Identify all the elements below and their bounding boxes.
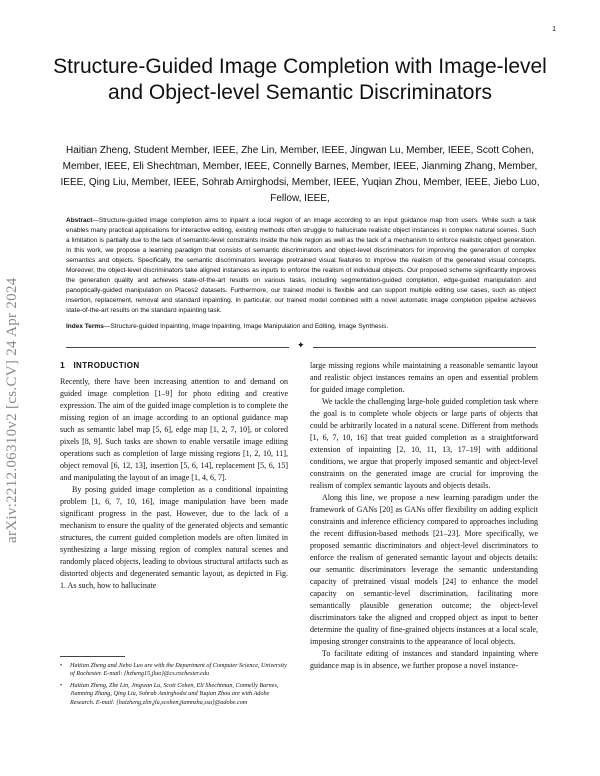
section-heading (60, 360, 140, 370)
footnote (60, 662, 288, 679)
left-column (60, 376, 288, 592)
footnotes (60, 662, 288, 710)
footnote-text: Haitian Zheng, Zhe Lin, Jingwan Lu, Scott Cohen, Eli Shechtman, Connelly Barnes, Jianming Zhang, Qing Liu, Sohrab Amirghodsi and Yuqian Zhou are with Adobe Research. E-mail: {haizheng,zlin,jlu,scohen,jianmzha,ssa}@adobe.com (70, 681, 279, 706)
paragraph: Along this line, we propose a new learning paradigm under the framework of GANs [20] as GANs offer flexibility on adding explicit constraints and inference efficiency compared to approaches including the recent diffusion-based methods [21–23]. More specifically, we proposed semantic discriminators and object-level discriminators to enforce the realism of generated semantic layout and objects details: our semantic discriminators leverage the semantic understanding capacity of pretrained visual models [24] to enhance the model capacity on semantic-level discrimination, facilitating more semantically plausible generation outcome; the object-level discriminators take the aligned and cropped object as input to better determine the quality of fine-grained objects instances at a local scale, imposing stronger constraints to the appearance of local objects. (310, 493, 538, 646)
author-list: Haitian Zheng, Student Member, IEEE, Zhe Lin, Member, IEEE, Jingwan Lu, Member, IEEE, Scott Cohen, Member, IEEE, Eli Shechtman, Member, IEEE, Connelly Barnes, Member, IEEE, Jianming Zhang, Member, IEEE, Qing Liu, Member, IEEE, Sohrab Amirghodsi, Member, IEEE, Yuqian Zhou, Member, IEEE, Jiebo Luo, Fellow, IEEE, (60, 145, 540, 204)
section-separator (66, 343, 536, 351)
separator-ornament-icon: ✦ (297, 341, 305, 351)
section-title: INTRODUCTION (73, 361, 140, 370)
abstract-label: Abstract (66, 217, 93, 224)
paragraph: Recently, there have been increasing attention to and demand on guided image completion [1–9] for photo editing and creative expression. The aim of the guided image completion is to complete the missing region of an image according to an optional guidance map such as semantic label map [5, 6], edge map [1, 2, 7, 10], or colored pixels [8, 9]. Such tasks are shown to enable versatile image editing operations such as completion of large missing regions [1, 2, 10, 11], object removal [6, 12, 13], insertion [5, 6, 14], replacement [5, 6, 15] and manipulating the layout of an image [1, 4, 6, 7]. (60, 377, 288, 482)
paragraph: We tackle the challenging large-hole guided completion task where the goal is to complete whole objects or large parts of objects that could be arbitrarily located in a natural scene. Different from methods [1, 6, 7, 10, 16] that treat guided completion as a straightforward extension of inpainting [2, 10, 11, 13, 17–19] with additional conditions, we argue that properly imposed semantic and object-level constraints on the generated image are crucial for improving the realism of complex semantic layouts and objects details. (310, 397, 538, 490)
abstract (66, 216, 536, 316)
right-column (310, 360, 538, 672)
footnote (60, 682, 288, 707)
paragraph: By posing guided image completion as a conditional inpainting problem [1, 6, 7, 10, 16], image manipulation have been made significant progress in the past. However, due to the lack of a mechanism to ensure the quality of the generated objects and semantic structures, the current guided completion models are often limited in synthesizing a large missing region of complex natural scenes and randomly placed objects, leading to obvious structural artifacts such as distorted objects and degenerated semantic layout, as depicted in Fig. 1. As such, how to hallucinate (60, 485, 288, 590)
abstract-text: —Structure-guided image completion aims to inpaint a local region of an image according to an input guidance map from users. While such a task enables many practical applications for interactive editing, existing methods often struggle to hallucinate realistic object instances in complex natural scenes. Such a limitation is partially due to the lack of semantic-level constraints inside the hole region as well as the lack of a mechanism to enforce realistic object generation. In this work, we propose a learning paradigm that consists of semantic discriminators and object-level discriminators for improving the generation of complex semantics and objects. Specifically, the semantic discriminators leverage pretrained visual features to improve the realism of the generated visual concepts. Moreover, the object-level discriminators take aligned instances as inputs to enforce the realism of individual objects. Our proposed scheme significantly improves the generation quality and achieves state-of-the-art results on various tasks, including segmentation-guided completion, edge-guided manipulation and panoptically-guided manipulation on Places2 datasets. Furthermore, our trained model is flexible and can support multiple editing use cases, such as object insertion, replacement, removal and standard inpainting. In particular, our trained model combined with a novel automatic image completion pipeline achieves state-of-the-art results on the standard inpainting task. (66, 217, 536, 314)
arxiv-identifier: arXiv:2212.06310v2 [cs.CV] 24 Apr 2024 (4, 277, 20, 543)
footnote-rule (60, 656, 125, 657)
section-number: 1 (60, 360, 66, 370)
paragraph: To facilitate editing of instances and standard inpainting where guidance map is in absence, we further propose a novel instance- (310, 649, 538, 670)
paper-title: Structure-Guided Image Completion with Image-level and Object-level Semantic Discriminators (53, 55, 547, 104)
footnote-text: Haitian Zheng and Jiebo Luo are with the Department of Computer Science, University of Rochester. E-mail: {hzheng15,jluo}@cs.rochester.edu (70, 662, 287, 678)
index-terms-text: —Structure-guided Inpainting, Image Inpainting, Image Manipulation and Editing, Image Synthesis. (103, 323, 389, 330)
paragraph: large missing regions while maintaining a reasonable semantic layout and realistic object instances remains an open and essential problem for guided image completion. (310, 361, 538, 394)
footnote-bullet-icon: • (60, 662, 63, 669)
page-number: 1 (552, 26, 556, 33)
footnote-bullet-icon: • (60, 681, 63, 689)
index-terms (66, 322, 536, 332)
index-terms-label: Index Terms (66, 323, 104, 330)
